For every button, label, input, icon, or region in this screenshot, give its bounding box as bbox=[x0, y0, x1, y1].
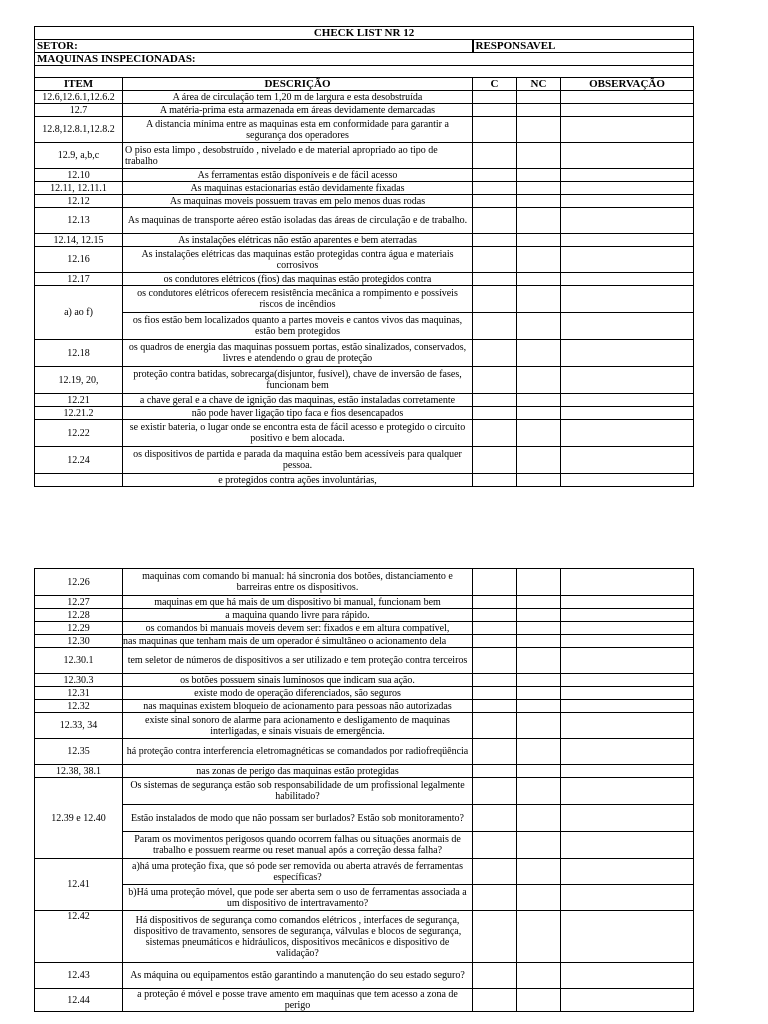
c-cell[interactable] bbox=[473, 234, 517, 247]
c-cell[interactable] bbox=[473, 596, 517, 609]
table-row bbox=[35, 609, 694, 622]
obs-cell[interactable] bbox=[561, 208, 694, 234]
item-cell: 12.14, 12.15 bbox=[35, 234, 123, 247]
nc-cell[interactable] bbox=[517, 367, 561, 394]
col-observacao: OBSERVAÇÃO bbox=[561, 78, 694, 91]
c-cell[interactable] bbox=[473, 609, 517, 622]
c-cell[interactable] bbox=[473, 805, 517, 832]
desc-cell: Há dispositivos de segurança como comandos elétricos , interfaces de segurança, dispositivo de travamento, sensores de segurança, válvulas e blocos de segurança, sistemas pneumáticos e hidráulicos, dispositivos mecânicos e dispositivo de validação? bbox=[123, 911, 473, 963]
c-cell[interactable] bbox=[473, 195, 517, 208]
nc-cell[interactable] bbox=[517, 234, 561, 247]
desc-cell: os condutores elétricos oferecem resistência mecânica a rompimento e possíveis riscos de incêndios bbox=[123, 286, 473, 313]
item-cell: 12.27 bbox=[35, 596, 123, 609]
obs-cell[interactable] bbox=[561, 474, 694, 487]
obs-cell[interactable] bbox=[561, 700, 694, 713]
c-cell[interactable] bbox=[473, 911, 517, 963]
setor-label: SETOR: bbox=[35, 40, 473, 53]
obs-cell[interactable] bbox=[561, 989, 694, 1012]
obs-cell[interactable] bbox=[561, 182, 694, 195]
col-nc: NC bbox=[517, 78, 561, 91]
desc-cell: a chave geral e a chave de ignição das maquinas, estão instaladas corretamente bbox=[123, 394, 473, 407]
responsavel-label: RESPONSAVEL bbox=[473, 40, 694, 53]
nc-cell[interactable] bbox=[517, 340, 561, 367]
item-cell: 12.44 bbox=[35, 989, 123, 1012]
nc-cell[interactable] bbox=[517, 609, 561, 622]
desc-cell: proteção contra batidas, sobrecarga(disjuntor, fusível), chave de inversão de fases, funcionam bem bbox=[123, 367, 473, 394]
table-row bbox=[35, 208, 694, 234]
table-row bbox=[35, 273, 694, 286]
desc-cell: existe modo de operação diferenciados, são seguros bbox=[123, 687, 473, 700]
desc-cell: os botões possuem sinais luminosos que indicam sua ação. bbox=[123, 674, 473, 687]
nc-cell[interactable] bbox=[517, 407, 561, 420]
item-cell: a) ao f) bbox=[35, 286, 123, 340]
desc-cell: Param os movimentos perigosos quando ocorrem falhas ou situações anormais de trabalho e possuem rearme ou reset manual após a correção dessa falha? bbox=[123, 832, 473, 859]
obs-cell[interactable] bbox=[561, 648, 694, 674]
table-row bbox=[35, 474, 694, 487]
item-cell: 12.26 bbox=[35, 569, 123, 596]
table-row bbox=[35, 143, 694, 169]
desc-cell: a proteção é móvel e posse trave amento em maquinas que tem acesso a zona de perigo bbox=[123, 989, 473, 1012]
col-c: C bbox=[473, 78, 517, 91]
item-cell: 12.35 bbox=[35, 739, 123, 765]
desc-cell: tem seletor de números de dispositivos a ser utilizado e tem proteção contra terceiros bbox=[123, 648, 473, 674]
nc-cell[interactable] bbox=[517, 91, 561, 104]
table-row bbox=[35, 739, 694, 765]
nc-cell[interactable] bbox=[517, 569, 561, 596]
c-cell[interactable] bbox=[473, 739, 517, 765]
c-cell[interactable] bbox=[473, 687, 517, 700]
checklist-table-page-1 bbox=[34, 26, 694, 487]
nc-cell[interactable] bbox=[517, 859, 561, 885]
c-cell[interactable] bbox=[473, 569, 517, 596]
c-cell[interactable] bbox=[473, 778, 517, 805]
obs-cell[interactable] bbox=[561, 569, 694, 596]
obs-cell[interactable] bbox=[561, 195, 694, 208]
c-cell[interactable] bbox=[473, 104, 517, 117]
table-row bbox=[35, 622, 694, 635]
nc-cell[interactable] bbox=[517, 208, 561, 234]
c-cell[interactable] bbox=[473, 674, 517, 687]
item-cell: 12.9, a,b,c bbox=[35, 143, 123, 169]
table-row bbox=[35, 596, 694, 609]
nc-cell[interactable] bbox=[517, 247, 561, 273]
desc-cell: b)Há uma proteção móvel, que pode ser aberta sem o uso de ferramentas associada a um dispositivo de intertravamento? bbox=[123, 885, 473, 911]
c-cell[interactable] bbox=[473, 989, 517, 1012]
item-cell: 12.30.3 bbox=[35, 674, 123, 687]
nc-cell[interactable] bbox=[517, 713, 561, 739]
obs-cell[interactable] bbox=[561, 340, 694, 367]
desc-cell: As maquinas estacionarias estão devidamente fixadas bbox=[123, 182, 473, 195]
table-row bbox=[35, 648, 694, 674]
obs-cell[interactable] bbox=[561, 911, 694, 963]
nc-cell[interactable] bbox=[517, 674, 561, 687]
c-cell[interactable] bbox=[473, 313, 517, 340]
table-row bbox=[35, 963, 694, 989]
desc-cell: O piso esta limpo , desobstruído , nivelado e de material apropriado ao tipo de trabalho bbox=[123, 143, 473, 169]
table-row bbox=[35, 169, 694, 182]
item-cell: 12.10 bbox=[35, 169, 123, 182]
table-row bbox=[35, 569, 694, 596]
c-cell[interactable] bbox=[473, 648, 517, 674]
table-row bbox=[35, 195, 694, 208]
obs-cell[interactable] bbox=[561, 859, 694, 885]
c-cell[interactable] bbox=[473, 635, 517, 648]
nc-cell[interactable] bbox=[517, 117, 561, 143]
desc-cell: há proteção contra interferencia eletromagnéticas se comandados por radiofreqüência bbox=[123, 739, 473, 765]
c-cell[interactable] bbox=[473, 169, 517, 182]
desc-cell: A distancia mínima entre as maquinas esta em conformidade para garantir a segurança dos operadores bbox=[123, 117, 473, 143]
item-cell: 12.38, 38.1 bbox=[35, 765, 123, 778]
desc-cell: Os sistemas de segurança estão sob responsabilidade de um profissional legalmente habilitado? bbox=[123, 778, 473, 805]
desc-cell: os comandos bi manuais moveis devem ser: fixados e em altura compatível, bbox=[123, 622, 473, 635]
table-row bbox=[35, 117, 694, 143]
item-cell bbox=[35, 474, 123, 487]
table-row bbox=[35, 687, 694, 700]
desc-cell: A área de circulação tem 1,20 m de largura e esta desobstruída bbox=[123, 91, 473, 104]
nc-cell[interactable] bbox=[517, 313, 561, 340]
item-cell: 12.21 bbox=[35, 394, 123, 407]
c-cell[interactable] bbox=[473, 447, 517, 474]
obs-cell[interactable] bbox=[561, 234, 694, 247]
nc-cell[interactable] bbox=[517, 104, 561, 117]
item-cell: 12.6,12.6.1,12.6.2 bbox=[35, 91, 123, 104]
desc-cell: não pode haver ligação tipo faca e fios desencapados bbox=[123, 407, 473, 420]
desc-cell: os condutores elétricos (fios) das maquinas estão protegidos contra bbox=[123, 273, 473, 286]
desc-cell: se existir bateria, o lugar onde se encontra esta de fácil acesso e protegido o circuito positivo e bem alocada. bbox=[123, 420, 473, 447]
obs-cell[interactable] bbox=[561, 609, 694, 622]
table-row bbox=[35, 778, 694, 805]
desc-cell: Estão instalados de modo que não possam ser burlados? Estão sob monitoramento? bbox=[123, 805, 473, 832]
c-cell[interactable] bbox=[473, 182, 517, 195]
nc-cell[interactable] bbox=[517, 286, 561, 313]
nc-cell[interactable] bbox=[517, 622, 561, 635]
desc-cell: As máquina ou equipamentos estão garantindo a manutenção do seu estado seguro? bbox=[123, 963, 473, 989]
c-cell[interactable] bbox=[473, 208, 517, 234]
item-cell: 12.41 bbox=[35, 859, 123, 911]
item-cell: 12.32 bbox=[35, 700, 123, 713]
item-cell: 12.19, 20, bbox=[35, 367, 123, 394]
nc-cell[interactable] bbox=[517, 765, 561, 778]
c-cell[interactable] bbox=[473, 885, 517, 911]
nc-cell[interactable] bbox=[517, 420, 561, 447]
table-row bbox=[35, 407, 694, 420]
obs-cell[interactable] bbox=[561, 674, 694, 687]
obs-cell[interactable] bbox=[561, 286, 694, 313]
table-row bbox=[35, 700, 694, 713]
table-row bbox=[35, 713, 694, 739]
c-cell[interactable] bbox=[473, 713, 517, 739]
obs-cell[interactable] bbox=[561, 778, 694, 805]
item-cell: 12.28 bbox=[35, 609, 123, 622]
nc-cell[interactable] bbox=[517, 447, 561, 474]
obs-cell[interactable] bbox=[561, 313, 694, 340]
c-cell[interactable] bbox=[473, 247, 517, 273]
item-cell: 12.18 bbox=[35, 340, 123, 367]
checklist-table-page-2 bbox=[34, 568, 694, 1012]
desc-cell: a maquina quando livre para rápido. bbox=[123, 609, 473, 622]
table-row bbox=[35, 394, 694, 407]
table-row bbox=[35, 234, 694, 247]
desc-cell: maquinas com comando bi manual: há sincronia dos botões, distanciamento e barreiras entre os dispositivos. bbox=[123, 569, 473, 596]
obs-cell[interactable] bbox=[561, 765, 694, 778]
item-cell: 12.31 bbox=[35, 687, 123, 700]
table-row bbox=[35, 340, 694, 367]
table-row bbox=[35, 635, 694, 648]
c-cell[interactable] bbox=[473, 700, 517, 713]
obs-cell[interactable] bbox=[561, 394, 694, 407]
item-cell: 12.30.1 bbox=[35, 648, 123, 674]
item-cell: 12.33, 34 bbox=[35, 713, 123, 739]
c-cell[interactable] bbox=[473, 859, 517, 885]
nc-cell[interactable] bbox=[517, 911, 561, 963]
nc-cell[interactable] bbox=[517, 648, 561, 674]
obs-cell[interactable] bbox=[561, 635, 694, 648]
obs-cell[interactable] bbox=[561, 447, 694, 474]
c-cell[interactable] bbox=[473, 340, 517, 367]
c-cell[interactable] bbox=[473, 394, 517, 407]
desc-cell: os fios estão bem localizados quanto a partes moveis e cantos vivos das maquinas, estão bem protegidos bbox=[123, 313, 473, 340]
nc-cell[interactable] bbox=[517, 687, 561, 700]
desc-cell: As maquinas de transporte aéreo estão isoladas das áreas de circulação e de trabalho. bbox=[123, 208, 473, 234]
item-cell: 12.16 bbox=[35, 247, 123, 273]
table-row bbox=[35, 247, 694, 273]
desc-cell: nas zonas de perigo das maquinas estão protegidas bbox=[123, 765, 473, 778]
item-cell: 12.29 bbox=[35, 622, 123, 635]
col-item: ITEM bbox=[35, 78, 123, 91]
obs-cell[interactable] bbox=[561, 420, 694, 447]
item-cell: 12.43 bbox=[35, 963, 123, 989]
page-title: CHECK LIST NR 12 bbox=[35, 27, 694, 40]
obs-cell[interactable] bbox=[561, 739, 694, 765]
item-cell: 12.30 bbox=[35, 635, 123, 648]
nc-cell[interactable] bbox=[517, 143, 561, 169]
c-cell[interactable] bbox=[473, 474, 517, 487]
obs-cell[interactable] bbox=[561, 367, 694, 394]
nc-cell[interactable] bbox=[517, 805, 561, 832]
nc-cell[interactable] bbox=[517, 394, 561, 407]
desc-cell: os quadros de energia das maquinas possuem portas, estão sinalizados, conservados, livres e atendendo o grau de proteção bbox=[123, 340, 473, 367]
obs-cell[interactable] bbox=[561, 247, 694, 273]
c-cell[interactable] bbox=[473, 963, 517, 989]
item-cell: 12.12 bbox=[35, 195, 123, 208]
c-cell[interactable] bbox=[473, 143, 517, 169]
c-cell[interactable] bbox=[473, 91, 517, 104]
item-cell: 12.24 bbox=[35, 447, 123, 474]
item-cell: 12.7 bbox=[35, 104, 123, 117]
nc-cell[interactable] bbox=[517, 635, 561, 648]
desc-cell: nas maquinas existem bloqueio de acionamento para pessoas não autorizadas bbox=[123, 700, 473, 713]
table-row bbox=[35, 367, 694, 394]
col-descricao: DESCRIÇÃO bbox=[123, 78, 473, 91]
table-row bbox=[35, 832, 694, 859]
c-cell[interactable] bbox=[473, 765, 517, 778]
table-row bbox=[35, 447, 694, 474]
nc-cell[interactable] bbox=[517, 169, 561, 182]
c-cell[interactable] bbox=[473, 117, 517, 143]
item-cell: 12.13 bbox=[35, 208, 123, 234]
obs-cell[interactable] bbox=[561, 596, 694, 609]
desc-cell: existe sinal sonoro de alarme para acionamento e desligamento de maquinas interligadas, e sinais visuais de emergência. bbox=[123, 713, 473, 739]
c-cell[interactable] bbox=[473, 273, 517, 286]
table-row bbox=[35, 182, 694, 195]
item-cell: 12.8,12.8.1,12.8.2 bbox=[35, 117, 123, 143]
c-cell[interactable] bbox=[473, 420, 517, 447]
nc-cell[interactable] bbox=[517, 778, 561, 805]
nc-cell[interactable] bbox=[517, 700, 561, 713]
nc-cell[interactable] bbox=[517, 989, 561, 1012]
obs-cell[interactable] bbox=[561, 117, 694, 143]
item-cell: 12.22 bbox=[35, 420, 123, 447]
table-row bbox=[35, 765, 694, 778]
desc-cell: As instalações elétricas das maquinas estão protegidas contra água e materiais corrosivos bbox=[123, 247, 473, 273]
spacer-row bbox=[35, 66, 694, 78]
desc-cell: os dispositivos de partida e parada da maquina estão bem acessíveis para qualquer pessoa. bbox=[123, 447, 473, 474]
desc-cell: e protegidos contra ações involuntárias, bbox=[123, 474, 473, 487]
obs-cell[interactable] bbox=[561, 104, 694, 117]
nc-cell[interactable] bbox=[517, 195, 561, 208]
table-row bbox=[35, 104, 694, 117]
c-cell[interactable] bbox=[473, 407, 517, 420]
obs-cell[interactable] bbox=[561, 622, 694, 635]
table-row bbox=[35, 674, 694, 687]
desc-cell: As instalações elétricas não estão aparentes e bem aterradas bbox=[123, 234, 473, 247]
obs-cell[interactable] bbox=[561, 687, 694, 700]
desc-cell: maquinas em que há mais de um dispositivo bi manual, funcionam bem bbox=[123, 596, 473, 609]
obs-cell[interactable] bbox=[561, 143, 694, 169]
table-row bbox=[35, 91, 694, 104]
desc-cell: a)há uma proteção fixa, que só pode ser removida ou aberta através de ferramentas específicas? bbox=[123, 859, 473, 885]
nc-cell[interactable] bbox=[517, 885, 561, 911]
table-row bbox=[35, 286, 694, 313]
item-cell: 12.17 bbox=[35, 273, 123, 286]
table-row bbox=[35, 911, 694, 963]
desc-cell: As maquinas moveis possuem travas em pelo menos duas rodas bbox=[123, 195, 473, 208]
obs-cell[interactable] bbox=[561, 885, 694, 911]
nc-cell[interactable] bbox=[517, 832, 561, 859]
obs-cell[interactable] bbox=[561, 805, 694, 832]
nc-cell[interactable] bbox=[517, 963, 561, 989]
desc-cell: As ferramentas estão disponíveis e de fácil acesso bbox=[123, 169, 473, 182]
nc-cell[interactable] bbox=[517, 273, 561, 286]
table-row bbox=[35, 859, 694, 885]
obs-cell[interactable] bbox=[561, 169, 694, 182]
nc-cell[interactable] bbox=[517, 474, 561, 487]
maquinas-label: MAQUINAS INSPECIONADAS: bbox=[35, 53, 694, 66]
item-cell: 12.39 e 12.40 bbox=[35, 778, 123, 859]
nc-cell[interactable] bbox=[517, 596, 561, 609]
desc-cell: A matéria-prima esta armazenada em áreas devidamente demarcadas bbox=[123, 104, 473, 117]
obs-cell[interactable] bbox=[561, 91, 694, 104]
c-cell[interactable] bbox=[473, 367, 517, 394]
c-cell[interactable] bbox=[473, 286, 517, 313]
obs-cell[interactable] bbox=[561, 407, 694, 420]
c-cell[interactable] bbox=[473, 832, 517, 859]
obs-cell[interactable] bbox=[561, 963, 694, 989]
table-row bbox=[35, 885, 694, 911]
item-cell: 12.11, 12.11.1 bbox=[35, 182, 123, 195]
table-row bbox=[35, 805, 694, 832]
table-row bbox=[35, 313, 694, 340]
nc-cell[interactable] bbox=[517, 739, 561, 765]
obs-cell[interactable] bbox=[561, 273, 694, 286]
nc-cell[interactable] bbox=[517, 182, 561, 195]
c-cell[interactable] bbox=[473, 622, 517, 635]
table-row bbox=[35, 420, 694, 447]
desc-cell: nas maquinas que tenham mais de um operador é simultâneo o acionamento dela bbox=[123, 635, 473, 648]
table-row bbox=[35, 989, 694, 1012]
item-cell: 12.42 bbox=[35, 911, 123, 963]
obs-cell[interactable] bbox=[561, 713, 694, 739]
item-cell: 12.21.2 bbox=[35, 407, 123, 420]
obs-cell[interactable] bbox=[561, 832, 694, 859]
